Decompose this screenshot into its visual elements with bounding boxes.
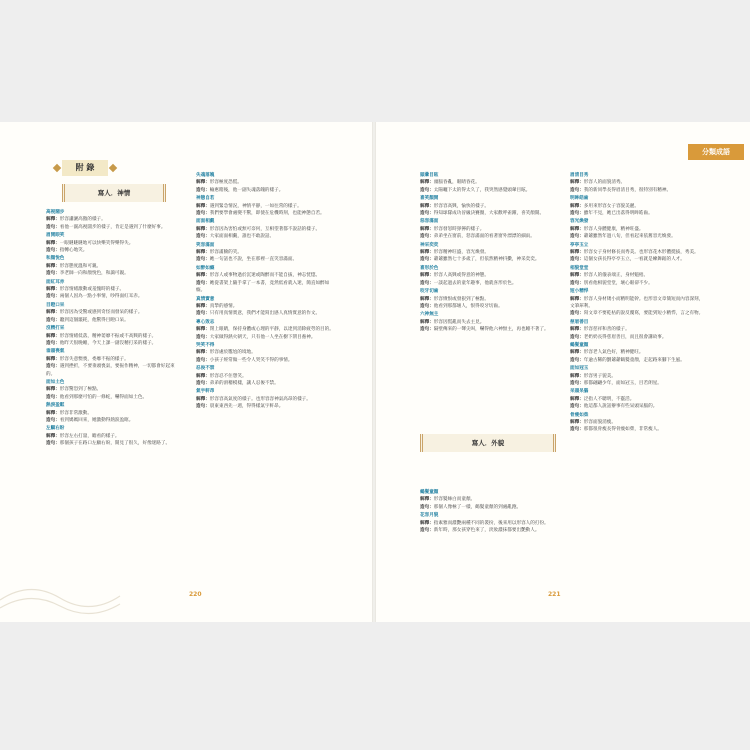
idiom-definition (196, 272, 334, 279)
idiom-term: 骨瘦如柴 (570, 412, 589, 418)
idiom-example (46, 363, 182, 378)
idiom-definition (420, 203, 552, 210)
entry-text: 這個女孩長得亭亭玉立，一看就是練舞蹈的人才。 (583, 257, 685, 263)
example-label: 造句： (196, 234, 210, 240)
page-number-left: 220 (189, 591, 202, 598)
text-column-2 (196, 171, 334, 411)
idiom-definition (196, 373, 334, 380)
definition-label: 解釋： (570, 373, 584, 379)
section-heading-left: 寫人．神情 (62, 184, 166, 202)
idiom-definition (196, 326, 334, 333)
definition-label: 解釋： (46, 217, 60, 223)
example-label: 造句： (196, 311, 210, 317)
definition-label: 解釋： (420, 226, 434, 232)
definition-label: 解釋： (196, 180, 210, 186)
idiom-example (420, 504, 552, 511)
idiom-example (46, 224, 182, 231)
idiom-example (196, 380, 334, 387)
idiom-definition (570, 349, 706, 356)
idiom-term: 目瞪口呆 (46, 302, 65, 308)
text-column-3-lower (420, 488, 552, 534)
example-label: 造句： (46, 224, 60, 230)
definition-label: 解釋： (196, 350, 210, 356)
idiom-definition (196, 226, 334, 233)
idiom-term: 喜笑顏開 (420, 196, 439, 202)
example-label: 造句： (570, 311, 584, 317)
idiom-example (196, 357, 334, 364)
idiom-term: 亭亭玉立 (570, 242, 589, 248)
example-label: 造句： (46, 294, 60, 300)
idiom-definition (46, 263, 182, 270)
entry-text: 遇到挫折，不要垂頭喪氣，要振作精神，一切都會好起來的。 (46, 364, 175, 377)
definition-label: 解釋： (196, 203, 210, 209)
entry-text: 弟弟的滑稽模樣，讓人忍俊不禁。 (209, 380, 279, 386)
idiom-term: 如醉如癡 (196, 265, 215, 271)
idiom-example (46, 394, 182, 401)
entry-text: 我的新同學長得眉清目秀，很特別有精神。 (583, 187, 672, 193)
entry-text: 形容驚恐到了極點。 (59, 387, 102, 393)
idiom-example (420, 303, 552, 310)
idiom-term: 面如冠玉 (570, 366, 589, 372)
idiom-definition (420, 272, 552, 279)
idiom-term: 專心致志 (196, 319, 215, 325)
idiom-term: 相貌堂堂 (570, 265, 589, 271)
entry-text: 形容人的面貌清秀。 (583, 180, 626, 186)
entry-text: 形容非常激動。 (59, 410, 92, 416)
entry-text: 大家做得熱火朝天，只有他一人坐在樹下閉目養神。 (209, 334, 316, 340)
example-label: 造句： (196, 404, 210, 410)
idiom-definition (46, 410, 182, 417)
definition-label: 解釋： (196, 327, 210, 333)
idiom-definition (570, 203, 706, 210)
idiom-term: 熱淚盈眶 (46, 403, 65, 409)
idiom-example (46, 270, 182, 277)
example-label: 造句： (46, 364, 60, 370)
idiom-term: 呆頭呆腦 (570, 389, 589, 395)
example-label: 造句： (570, 280, 584, 286)
entry-text: 形容滿臉的笑。 (209, 250, 242, 256)
idiom-example (196, 187, 334, 194)
idiom-definition (420, 520, 552, 527)
entry-text: 得知球隊成功晉級決賽圈，大家歡呼雀躍，喜笑顏開。 (433, 211, 545, 217)
example-label: 造句： (46, 394, 60, 400)
example-label: 造句： (570, 211, 584, 217)
section-heading-right: 寫人．外貌 (420, 434, 556, 452)
idiom-example (420, 326, 552, 333)
definition-label: 解釋： (420, 296, 434, 302)
example-label: 造句： (196, 187, 210, 193)
example-label: 造句： (570, 187, 584, 193)
entry-text: 那個孩子在路口左顧右盼，開見了很久，好像迷路了。 (59, 441, 171, 447)
idiom-example (570, 357, 706, 364)
example-label: 造句： (420, 528, 434, 534)
definition-label: 解釋： (420, 203, 434, 209)
idiom-term: 花容月貌 (420, 513, 439, 519)
entry-text: 兩個人因為一點小事情，吵得面紅耳赤。 (59, 294, 143, 300)
idiom-definition (46, 333, 182, 340)
idiom-example (46, 340, 182, 347)
entry-text: 形容精神旺盛，容光煥發。 (433, 250, 489, 256)
entry-text: 一眼瞇瞇瞇地可以快樂笑得樂得失。 (59, 240, 134, 246)
example-label: 造句： (570, 404, 584, 410)
idiom-term: 喜形於色 (420, 265, 439, 271)
idiom-term: 面面相覷 (196, 219, 215, 225)
entry-text: 小孩子經常做一些令人哭笑不得的事情。 (209, 357, 293, 363)
entry-text: 弟弟坐在窗前，怒容滿面的看著窗外漂漂的細雨。 (433, 234, 535, 240)
entry-text: 形容人身體健康，精神旺盛。 (583, 226, 644, 232)
idiom-definition (46, 356, 182, 363)
idiom-definition (570, 326, 706, 333)
idiom-definition (420, 226, 552, 233)
idiom-example (570, 310, 706, 317)
idiom-term: 笑容滿面 (196, 242, 215, 248)
idiom-example (570, 233, 706, 240)
example-label: 造句： (196, 280, 210, 286)
idiom-term: 神采奕奕 (420, 242, 439, 248)
definition-label: 解釋： (196, 273, 210, 279)
entry-text: 那都很骨瘦長得骨瘦如柴，非常瘦人。 (583, 427, 662, 433)
example-label: 造句： (46, 248, 60, 254)
entry-text: 形容容高氣度的樣子。也形容容神氣高昂的樣子。 (209, 396, 311, 402)
entry-text: 形容瀟灑高傲的樣子。 (59, 217, 106, 223)
idiom-example (196, 403, 334, 410)
example-label: 造句： (196, 211, 210, 217)
entry-text: 形容左右打量，瞻看的樣子。 (59, 433, 120, 439)
definition-label: 解釋： (420, 273, 434, 279)
idiom-term: 左顧右盼 (46, 426, 65, 432)
page-number-right: 221 (548, 591, 561, 598)
text-column-4 (570, 171, 706, 434)
definition-label: 解釋： (420, 250, 434, 256)
entry-text: 一談起過去的童年趣事，他就喜形於色。 (433, 280, 517, 286)
idiom-definition (570, 296, 706, 311)
idiom-term: 怒容滿面 (420, 219, 439, 225)
definition-label: 解釋： (570, 420, 584, 425)
entry-text: 別看他相貌堂堂，壞心眼卻不少。 (583, 280, 653, 286)
idiom-definition (196, 303, 334, 310)
example-label: 造句： (570, 257, 584, 263)
entry-text: 指素雅而濃艷兩種不同的裝扮，後來用以形容人的打扮。 (433, 520, 549, 526)
entry-text: 形容人身材矮小而精明能幹。也形容文章簡短而內容深刻，文筆犀利。 (570, 296, 704, 309)
example-label: 造句： (570, 334, 584, 340)
entry-text: 她一句話也不說，坐在那裡一直笑容滿面。 (209, 257, 298, 263)
entry-text: 大家面面相覷，誰也不敢說話。 (209, 234, 275, 240)
idiom-term: 咬牙切齒 (420, 289, 439, 295)
example-label: 造句： (570, 380, 584, 386)
definition-label: 解釋： (46, 410, 60, 416)
idiom-definition (46, 240, 182, 247)
idiom-example (46, 417, 182, 424)
definition-label: 解釋： (420, 497, 434, 503)
entry-text: 形容面貌消瘦。 (583, 420, 616, 425)
entry-text: 形容女子身材修長而秀美。也形容花木形體挺拔，秀美。 (583, 250, 699, 256)
idiom-definition (570, 272, 706, 279)
entry-text: 李老師一向和顏悅色，和藹可親。 (59, 271, 129, 277)
idiom-definition (46, 433, 182, 440)
idiom-definition (196, 349, 334, 356)
idiom-definition (570, 373, 706, 380)
definition-label: 解釋： (196, 303, 210, 309)
idiom-term: 頭暈目眩 (420, 173, 439, 178)
entry-text: 新年時，那女孩穿色來了，淡妝濃抹都要出艷動人。 (433, 528, 540, 534)
idiom-example (420, 187, 552, 194)
text-column-3 (420, 171, 552, 334)
example-label: 造句： (46, 441, 60, 447)
example-label: 造句： (570, 357, 584, 363)
example-label: 造句： (46, 340, 60, 346)
example-label: 造句： (420, 504, 434, 510)
idiom-definition (196, 203, 334, 210)
entry-text: 指轉心地笑。 (59, 248, 88, 254)
definition-label: 解釋： (46, 240, 60, 246)
entry-text: 形容因慌亂而失去主見。 (433, 319, 485, 325)
entry-text: 只有用真情實意，我們才能寫出感人真情實意的作文。 (209, 311, 321, 317)
idiom-example (196, 334, 334, 341)
definition-label: 解釋： (46, 287, 60, 293)
entry-text: 看他一副高視闊步的樣子，肯定是遇到了什麼好事。 (59, 224, 166, 230)
entry-text: 泛指人不聰明，不靈活。 (583, 396, 635, 402)
example-label: 造句： (196, 357, 210, 363)
example-label: 造句： (420, 211, 434, 217)
idiom-term: 鶴髮童顏 (420, 490, 439, 495)
entry-text: 形容男子貌美。 (583, 373, 616, 379)
idiom-term: 六神無主 (420, 312, 439, 318)
entry-text: 真摯的感情。 (209, 303, 238, 309)
definition-label: 解釋： (570, 296, 584, 302)
example-label: 造句： (420, 234, 434, 240)
idiom-example (46, 247, 182, 254)
idiom-definition (46, 216, 182, 223)
idiom-example (570, 210, 706, 217)
example-label: 造句： (196, 334, 210, 340)
definition-label: 解釋： (46, 356, 60, 362)
idiom-example (420, 280, 552, 287)
idiom-example (196, 210, 334, 217)
idiom-example (196, 310, 334, 317)
idiom-term: 氣宇軒昂 (196, 389, 215, 395)
definition-label: 解釋： (570, 203, 584, 209)
entry-text: 多用來形容女子容貌美麗。 (583, 203, 639, 209)
idiom-definition (570, 179, 706, 186)
idiom-term: 和顏悅色 (46, 256, 65, 262)
entry-text: 我們要學會處變不驚，即使在危機時刻，也能神態自若。 (209, 211, 325, 217)
idiom-definition (196, 179, 334, 186)
idiom-definition (420, 249, 552, 256)
idiom-term: 高視闊步 (46, 210, 65, 215)
idiom-example (570, 426, 706, 433)
entry-text: 輸惠賭後，他一副失魂落魄的樣子。 (209, 187, 284, 193)
idiom-example (196, 233, 334, 240)
definition-label: 解釋： (420, 180, 434, 186)
idiom-definition (420, 319, 552, 326)
entry-text: 形容容高興，愉快的樣子。 (433, 203, 489, 209)
idiom-example (420, 527, 552, 534)
definition-label: 解釋： (196, 396, 210, 402)
entry-text: 形容失意懊喪，委靡不振的樣子。 (59, 356, 129, 362)
definition-label: 解釋： (570, 180, 584, 186)
idiom-example (420, 233, 552, 240)
entry-text: 雖年不見，她已出落得明眸皓齒。 (583, 211, 653, 217)
idiom-definition (196, 396, 334, 403)
entry-text: 老奶奶長得慈眉善目，而且很會講故事。 (583, 334, 667, 340)
example-label: 造句： (420, 327, 434, 333)
idiom-definition (570, 226, 706, 233)
idiom-example (420, 210, 552, 217)
entry-text: 形容態度溫和可親。 (59, 263, 102, 269)
idiom-term: 失魂落魄 (196, 173, 215, 178)
definition-label: 解釋： (420, 319, 434, 325)
idiom-example (570, 187, 706, 194)
entry-text: 形容髮絲白而童顏。 (433, 497, 476, 503)
entry-text: 寫文章不要乾枯的說反覆寫，要能到短小精悍，言之有物。 (583, 311, 704, 317)
entry-text: 形容人高興或得意的神態。 (433, 273, 489, 279)
entry-text: 形容人的儀表端正，身材魁梧。 (583, 273, 649, 279)
idiom-term: 短小精悍 (570, 289, 589, 295)
definition-label: 解釋： (570, 350, 584, 356)
entry-text: 那個人像極了一樣，鶴髮童顏的到處亂跑。 (433, 504, 522, 510)
idiom-definition (570, 419, 706, 426)
entry-text: 形容情緒低落，精神萎靡不振或不高興的樣子。 (59, 333, 157, 339)
idiom-term: 神態自若 (196, 196, 215, 202)
entry-text: 他看到那麼可怕的一條蛇，嚇得面如土色。 (59, 394, 148, 400)
entry-text: 看到媽媽回來，她激動得熱淚盈眶。 (59, 417, 134, 423)
idiom-definition (46, 286, 182, 293)
idiom-term: 忍俊不禁 (196, 366, 215, 372)
idiom-definition (420, 496, 552, 503)
entry-text: 她從書架上隨手拿了一本書，竟然低看就入迷，簡直如醉如癡。 (196, 280, 330, 294)
entry-text: 形容發怒時猙獰的樣子。 (433, 226, 485, 232)
entry-text: 形容老人氣色好，精神健旺。 (583, 350, 644, 356)
idiom-term: 哭笑不得 (196, 342, 215, 348)
entry-text: 他這都人說話辦事有些呆頭呆腦的。 (583, 404, 658, 410)
idiom-example (570, 334, 706, 341)
idiom-term: 面如土色 (46, 379, 65, 385)
definition-label: 解釋： (570, 250, 584, 256)
example-label: 造句： (420, 280, 434, 286)
idiom-example (46, 317, 182, 324)
idiom-term: 明眸皓齒 (570, 196, 589, 202)
entry-text: 晨東東西先一週，得得樣氣宇軒昂。 (209, 404, 284, 410)
idiom-term: 真情實意 (196, 296, 215, 302)
idiom-term: 眉清目秀 (570, 173, 589, 178)
idiom-example (46, 293, 182, 300)
definition-label: 解釋： (46, 310, 60, 316)
entry-text: 形容慈祥和善的樣子。 (583, 327, 630, 333)
entry-text: 聽到這個噩耗，他驚得目瞪口呆。 (59, 317, 129, 323)
idiom-definition (46, 386, 182, 393)
idiom-example (570, 403, 706, 410)
definition-label: 解釋： (46, 387, 60, 393)
definition-label: 解釋： (570, 327, 584, 333)
idiom-definition (196, 249, 334, 256)
idiom-term: 容光煥發 (570, 219, 589, 225)
entry-text: 年逾古稀的劉爺爺鶴髮童顏，走起路來腳下生風。 (583, 357, 685, 363)
entry-text: 形容人或事物過於沉迷或陶醉而不能自拔，神志恍惚。 (209, 273, 321, 279)
definition-label: 解釋： (196, 226, 210, 232)
idiom-definition (420, 296, 552, 303)
wave-decoration (0, 560, 140, 620)
entry-text: 爺爺雖然年過八旬，但看起來依舊容光煥發。 (583, 234, 676, 240)
entry-text: 形容忍不住想笑。 (209, 373, 247, 379)
example-label: 造句： (570, 234, 584, 240)
idiom-definition (46, 309, 182, 316)
idiom-example (46, 440, 182, 447)
entry-text: 形容處於尷尬的境地。 (209, 350, 256, 356)
idiom-term: 眉開眼笑 (46, 233, 65, 239)
definition-label: 解釋： (420, 520, 434, 526)
example-label: 造句： (570, 427, 584, 433)
idiom-example (196, 256, 334, 263)
idiom-term: 垂頭喪氣 (46, 349, 65, 355)
example-label: 造句： (46, 271, 60, 277)
entry-text: 閉上眼睛，保持身體或心理的平靜，以達到消除疲勞的目的。 (209, 327, 334, 333)
text-column-1 (46, 208, 182, 448)
idiom-term: 慈眉善目 (570, 319, 589, 325)
entry-text: 形容極度恐慌。 (209, 180, 242, 186)
example-label: 造句： (46, 317, 60, 323)
entry-text: 形容因為害怕或無可奈何，互相望著都不說話的樣子。 (209, 226, 321, 232)
example-label: 造句： (196, 257, 210, 263)
example-label: 造句： (420, 257, 434, 263)
entry-text: 遇到緊急情況，神情平靜，一如往常的樣子。 (209, 203, 302, 209)
example-label: 造句： (196, 380, 210, 386)
idiom-example (570, 380, 706, 387)
entry-text: 形容憤恨或發狠到了極點。 (433, 296, 489, 302)
entry-text: 那都翩翩少年，面如冠玉，目若朗星。 (583, 380, 662, 386)
definition-label: 解釋： (570, 226, 584, 232)
definition-label: 解釋： (196, 250, 210, 256)
definition-label: 解釋： (570, 396, 584, 402)
idiom-definition (570, 249, 706, 256)
definition-label: 解釋： (46, 263, 60, 269)
definition-label: 解釋： (46, 333, 60, 339)
entry-text: 他看到那都壞人，恨得咬牙切齒。 (433, 303, 503, 309)
definition-label: 解釋： (570, 273, 584, 279)
idiom-term: 沒精打采 (46, 326, 65, 332)
entry-text: 爺爺雖然七十多歲了，但依然精神抖擻，神采奕奕。 (433, 257, 540, 263)
example-label: 造句： (46, 417, 60, 423)
entry-text: 太陽曬下太的得太久了，我突然感覺頭暈目眩。 (433, 187, 531, 193)
idiom-example (570, 280, 706, 287)
entry-text: 他昨天很晚睡，今天上課一副沒精打采的樣子。 (59, 340, 157, 346)
entry-text: 頭腦昏亂，眼睛昏花。 (433, 180, 480, 186)
idiom-definition (570, 396, 706, 403)
idiom-term: 面紅耳赤 (46, 279, 65, 285)
idiom-definition (420, 179, 552, 186)
appendix-label: 附 錄 (62, 160, 108, 176)
idiom-example (196, 280, 334, 295)
entry-text: 形容情緒激動或羞愧時的樣子。 (59, 287, 125, 293)
idiom-term: 鶴髮童顏 (570, 342, 589, 348)
idiom-example (570, 256, 706, 263)
definition-label: 解釋： (196, 373, 210, 379)
example-label: 造句： (420, 303, 434, 309)
idiom-example (420, 256, 552, 263)
entry-text: 隔壁傳來的一聲尖叫，嚇得他六神無主，再也睡不著了。 (433, 327, 549, 333)
definition-label: 解釋： (46, 433, 60, 439)
example-label: 造句： (420, 187, 434, 193)
category-banner: 分類成語 (688, 144, 744, 160)
entry-text: 形容因為受驚或感到奇怪而發呆的樣子。 (59, 310, 143, 316)
